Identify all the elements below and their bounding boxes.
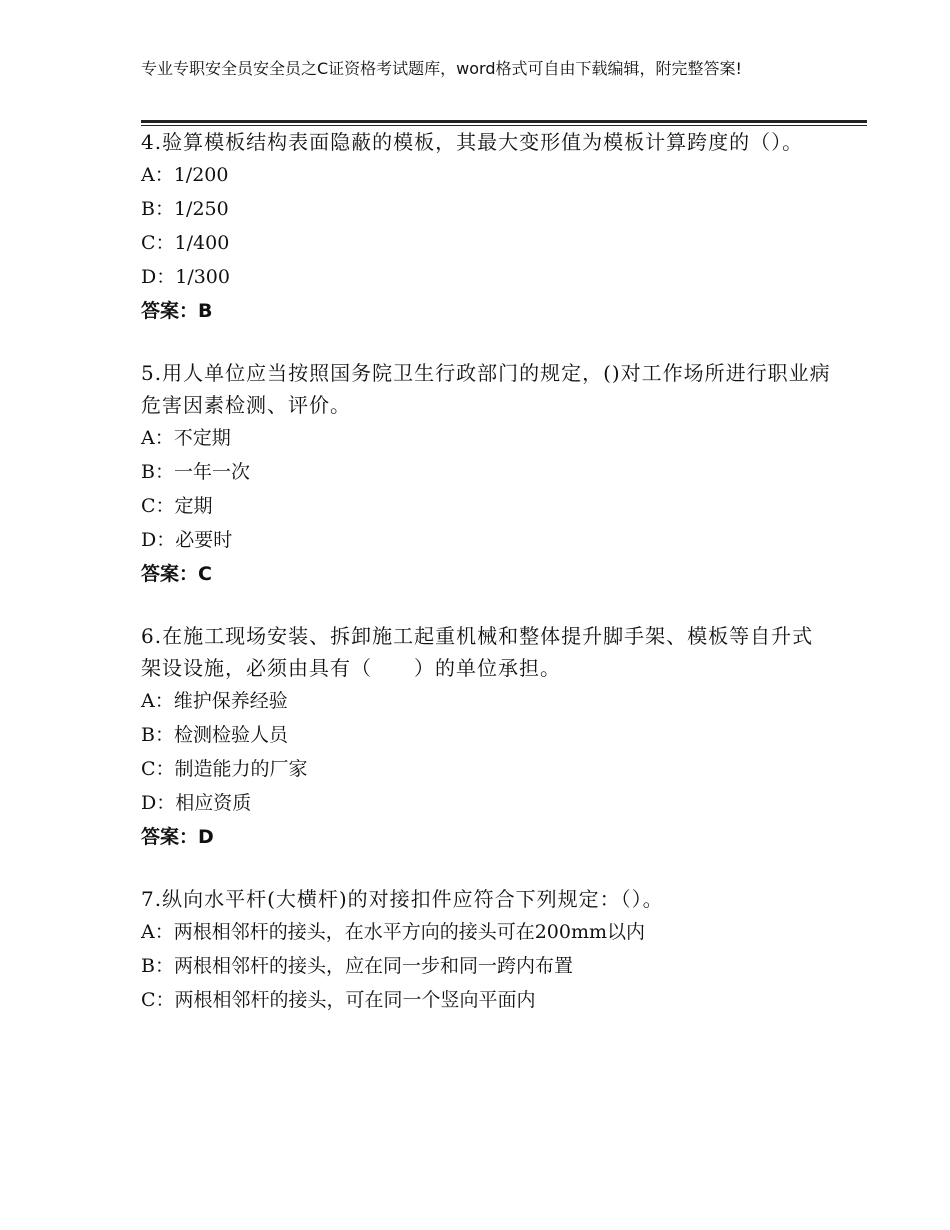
answer-label: 答案：B bbox=[141, 300, 213, 322]
option-a: A：维护保养经验 bbox=[141, 690, 288, 712]
question-stem: 5.用人单位应当按照国务院卫生行政部门的规定，()对工作场所进行职业病危害因素检测、评价。 bbox=[141, 361, 831, 417]
answer-label: 答案：D bbox=[141, 826, 214, 848]
document-header: 专业专职安全员安全员之C证资格考试题库，word格式可自由下载编辑，附完整答案! bbox=[141, 59, 742, 78]
option-b: B：两根相邻杆的接头，应在同一步和同一跨内布置 bbox=[141, 955, 573, 977]
question-stem: 4.验算模板结构表面隐蔽的模板，其最大变形值为模板计算跨度的（）。 bbox=[141, 130, 804, 154]
option-d: D：1/300 bbox=[141, 266, 230, 288]
option-list bbox=[141, 684, 831, 820]
question-list bbox=[141, 126, 831, 1046]
question-4 bbox=[141, 126, 831, 328]
question-6 bbox=[141, 620, 831, 854]
option-d: D：必要时 bbox=[141, 529, 233, 551]
option-b: B：一年一次 bbox=[141, 461, 250, 483]
header-divider-thick bbox=[141, 120, 867, 123]
option-a: A：两根相邻杆的接头，在水平方向的接头可在200mm以内 bbox=[141, 921, 646, 943]
option-c: C：制造能力的厂家 bbox=[141, 758, 308, 780]
option-c: C：1/400 bbox=[141, 232, 230, 254]
option-list bbox=[141, 915, 831, 1017]
answer-label: 答案：C bbox=[141, 563, 212, 585]
option-c: C：两根相邻杆的接头，可在同一个竖向平面内 bbox=[141, 989, 536, 1011]
option-c: C：定期 bbox=[141, 495, 213, 517]
option-a: A：1/200 bbox=[141, 164, 229, 186]
question-5 bbox=[141, 357, 831, 591]
option-a: A：不定期 bbox=[141, 427, 231, 449]
option-b: B：检测检验人员 bbox=[141, 724, 288, 746]
question-stem: 6.在施工现场安装、拆卸施工起重机械和整体提升脚手架、模板等自升式架设设施，必须由具有（ ）的单位承担。 bbox=[141, 624, 814, 680]
option-b: B：1/250 bbox=[141, 198, 229, 220]
option-d: D：相应资质 bbox=[141, 792, 252, 814]
question-7 bbox=[141, 883, 831, 1017]
question-stem: 7.纵向水平杆(大横杆)的对接扣件应符合下列规定：（）。 bbox=[141, 887, 664, 911]
option-list bbox=[141, 421, 831, 557]
option-list bbox=[141, 158, 831, 294]
